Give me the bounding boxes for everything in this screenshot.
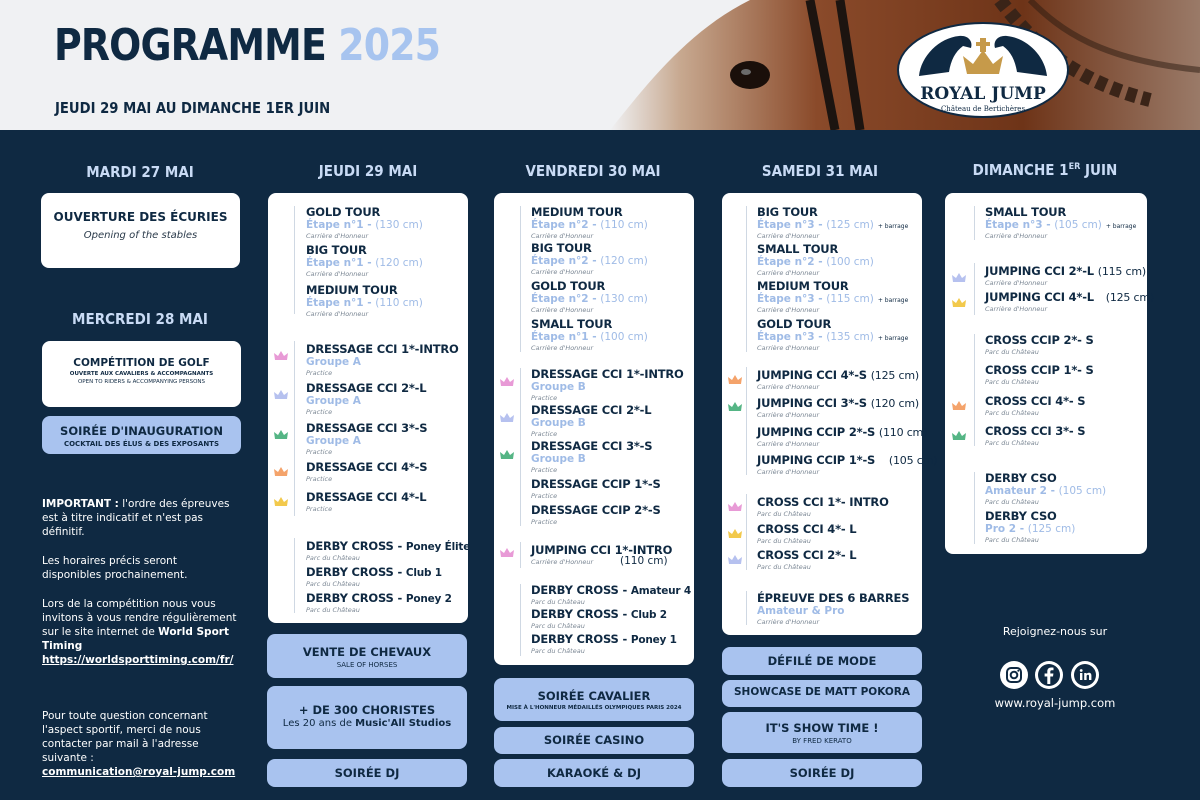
- fri-dressage-ccip2: DRESSAGE CCIP 2*-S Practice: [531, 503, 661, 526]
- logo-subtitle: Château de Bertichères: [940, 105, 1026, 113]
- thu-derby-cross-1: DERBY CROSS - Poney Élite Parc du Château: [306, 539, 471, 562]
- golf-sub1: OUVERTE AUX CAVALIERS & ACCOMPAGNANTS: [69, 371, 214, 377]
- stables-opening-card: [41, 193, 240, 268]
- sat-big-tour: BIG TOUR Étape n°3 - (125 cm) + barrage Carrière d'Honneur: [757, 205, 909, 240]
- divider: [974, 334, 975, 446]
- facebook-icon[interactable]: [1035, 661, 1063, 689]
- choir-card: + DE 300 CHORISTES Les 20 ans de Music'All Studios: [267, 686, 467, 749]
- fri-medium-tour: MEDIUM TOUR Étape n°2 - (110 cm) Carrière d'Honneur: [531, 205, 648, 240]
- thu-big-tour: BIG TOUR Étape n°1 - (120 cm) Carrière d'Honneur: [306, 243, 423, 278]
- thu-derby-cross-3: DERBY CROSS - Poney 2 Parc du Château: [306, 591, 452, 614]
- sat-dj-card: SOIRÉE DJ: [722, 759, 922, 787]
- horse-sale-card: VENTE DE CHEVAUX SALE OF HORSES: [267, 634, 467, 678]
- linkedin-icon[interactable]: [1071, 661, 1099, 689]
- divider: [746, 591, 747, 625]
- fri-jumping-cci1: JUMPING CCI 1*-INTRO Carrière d'Honneur: [531, 543, 673, 566]
- stables-title: OUVERTURE DES ÉCURIES: [53, 210, 228, 224]
- crown-orange-icon: [952, 401, 966, 411]
- crown-lavender-icon: [952, 273, 966, 283]
- golf-card: [42, 341, 241, 407]
- royal-jump-logo: [897, 22, 1069, 118]
- sun-cross-ccip1: CROSS CCIP 1*- S Parc du Château: [985, 363, 1094, 386]
- header: [0, 0, 1200, 130]
- sat-six-bars: ÉPREUVE DES 6 BARRES Amateur & Pro Carrière d'Honneur: [757, 591, 910, 626]
- crown-orange-icon: [728, 375, 742, 385]
- sun-derby-cso-2: DERBY CSO Pro 2 - (125 cm) Parc du Château: [985, 509, 1076, 544]
- fri-dressage-ccip1: DRESSAGE CCIP 1*-S Practice: [531, 477, 661, 500]
- divider: [974, 263, 975, 315]
- sat-small-tour: SMALL TOUR Étape n°2 - (100 cm) Carrière d'Honneur: [757, 242, 874, 277]
- sat-jumping-ccip1: JUMPING CCIP 1*-S (105 cm) Carrière d'Honneur: [757, 453, 938, 476]
- day-header-saturday: SAMEDI 31 MAI: [761, 162, 879, 180]
- crown-lavender-icon: [728, 555, 742, 565]
- fri-derby-cross-1: DERBY CROSS - Amateur 4 Parc du Château: [531, 583, 691, 606]
- divider: [974, 206, 975, 240]
- karaoke-card: KARAOKÉ & DJ: [494, 759, 694, 787]
- crown-green-icon: [274, 430, 288, 440]
- sun-small-tour: SMALL TOUR Étape n°3 - (105 cm) + barrage Carrière d'Honneur: [985, 205, 1137, 240]
- logo-name: ROYAL JUMP: [920, 84, 1046, 104]
- divider: [294, 341, 295, 516]
- instagram-icon[interactable]: [1000, 661, 1028, 689]
- fri-jumping-cci1-level: (110 cm): [620, 555, 668, 567]
- showcase-card: SHOWCASE DE MATT POKORA: [722, 680, 922, 707]
- day-header-sunday: DIMANCHE 1ER JUIN: [972, 161, 1118, 179]
- divider: [294, 206, 295, 314]
- inauguration-title: SOIRÉE D'INAUGURATION: [60, 424, 223, 438]
- divider: [520, 584, 521, 656]
- crown-pink-icon: [500, 377, 514, 387]
- sun-cross-cci3: CROSS CCI 3*- S Parc du Château: [985, 424, 1086, 447]
- fri-small-tour: SMALL TOUR Étape n°1 - (100 cm) Carrière d'Honneur: [531, 317, 648, 352]
- join-us-text: Rejoignez-nous sur: [1002, 625, 1108, 638]
- stables-subtitle: Opening of the stables: [83, 230, 198, 241]
- sat-gold-tour: GOLD TOUR Étape n°3 - (135 cm) + barrage Carrière d'Honneur: [757, 317, 909, 352]
- wst-link[interactable]: https://worldsporttiming.com/fr/: [42, 654, 234, 666]
- follow-note: Lors de la compétition nous vous invitons à vous rendre régulièrement sur le site internet de World Sport Timing https://worldsporttiming.com/fr/: [42, 598, 237, 666]
- showtime-card: IT'S SHOW TIME ! BY FRED KERATO: [722, 712, 922, 753]
- sat-cross-cci1: CROSS CCI 1*- INTRO Parc du Château: [757, 495, 889, 518]
- thu-medium-tour: MEDIUM TOUR Étape n°1 - (110 cm) Carrière d'Honneur: [306, 283, 423, 318]
- fri-derby-cross-3: DERBY CROSS - Poney 1 Parc du Château: [531, 632, 677, 655]
- date-range: JEUDI 29 MAI AU DIMANCHE 1ER JUIN: [55, 99, 331, 117]
- sat-jumping-cci3: JUMPING CCI 3*-S (120 cm) Carrière d'Honneur: [757, 396, 919, 419]
- crown-lavender-icon: [274, 390, 288, 400]
- crown-yellow-icon: [728, 529, 742, 539]
- day-header-thursday: JEUDI 29 MAI: [318, 162, 418, 180]
- website-link[interactable]: www.royal-jump.com: [994, 696, 1116, 710]
- schedule-note: Les horaires précis seront disponibles prochainement.: [42, 555, 188, 581]
- crown-green-icon: [952, 431, 966, 441]
- crown-yellow-icon: [952, 298, 966, 308]
- crown-yellow-icon: [274, 497, 288, 507]
- cavalier-evening-card: SOIRÉE CAVALIER MISE À L'HONNEUR MÉDAILLÉS OLYMPIQUES PARIS 2024: [494, 678, 694, 721]
- thu-dressage-cci4l: DRESSAGE CCI 4*-L Practice: [306, 490, 427, 513]
- crown-green-icon: [500, 450, 514, 460]
- fri-gold-tour: GOLD TOUR Étape n°2 - (130 cm) Carrière d'Honneur: [531, 279, 648, 314]
- thu-dressage-cci3: DRESSAGE CCI 3*-S Groupe A Practice: [306, 421, 428, 456]
- sun-cross-cci4: CROSS CCI 4*- S Parc du Château: [985, 394, 1086, 417]
- thu-dressage-cci2: DRESSAGE CCI 2*-L Groupe A Practice: [306, 381, 427, 416]
- day-header-tuesday: MARDI 27 MAI: [86, 163, 194, 181]
- divider: [974, 472, 975, 544]
- casino-card: SOIRÉE CASINO: [494, 727, 694, 754]
- inauguration-subtitle: COCKTAIL DES ÉLUS & DES EXPOSANTS: [63, 440, 220, 448]
- page-title: PROGRAMME 2025: [54, 20, 441, 71]
- fri-dressage-cci1: DRESSAGE CCI 1*-INTRO Groupe B Practice: [531, 367, 684, 402]
- crown-pink-icon: [500, 548, 514, 558]
- divider: [520, 542, 521, 568]
- divider: [520, 206, 521, 352]
- sat-medium-tour: MEDIUM TOUR Étape n°3 - (115 cm) + barrage Carrière d'Honneur: [757, 279, 909, 314]
- crown-orange-icon: [274, 467, 288, 477]
- divider: [294, 538, 295, 613]
- golf-title: COMPÉTITION DE GOLF: [73, 357, 210, 369]
- crown-green-icon: [728, 402, 742, 412]
- thu-gold-tour: GOLD TOUR Étape n°1 - (130 cm) Carrière d'Honneur: [306, 205, 423, 240]
- sat-cross-cci2: CROSS CCI 2*- L Parc du Château: [757, 548, 857, 571]
- thu-dressage-cci1: DRESSAGE CCI 1*-INTRO Groupe A Practice: [306, 342, 459, 377]
- fri-derby-cross-2: DERBY CROSS - Club 2 Parc du Château: [531, 607, 667, 630]
- sun-jumping-cci4: JUMPING CCI 4*-L (125 cm) Carrière d'Honneur: [985, 290, 1154, 313]
- thu-dressage-cci4s: DRESSAGE CCI 4*-S Practice: [306, 460, 428, 483]
- fri-big-tour: BIG TOUR Étape n°2 - (120 cm) Carrière d'Honneur: [531, 241, 648, 276]
- contact-email-link[interactable]: communication@royal-jump.com: [42, 766, 236, 778]
- sun-cross-ccip2: CROSS CCIP 2*- S Parc du Château: [985, 333, 1094, 356]
- sat-cross-cci4: CROSS CCI 4*- L Parc du Château: [757, 522, 857, 545]
- logo-horses-icon: [899, 26, 1067, 86]
- fashion-show-card: DÉFILÉ DE MODE: [722, 647, 922, 675]
- important-note: IMPORTANT : l'ordre des épreuves est à titre indicatif et n'est pas définitif.: [42, 498, 230, 538]
- divider: [746, 494, 747, 570]
- fri-dressage-cci3: DRESSAGE CCI 3*-S Groupe B Practice: [531, 439, 653, 474]
- thu-derby-cross-2: DERBY CROSS - Club 1 Parc du Château: [306, 565, 442, 588]
- contact-note: Pour toute question concernant l'aspect sportif, merci de nous contacter par mail à l'adresse suivante : communication@royal-jump.com: [42, 710, 236, 778]
- divider: [520, 368, 521, 526]
- divider: [746, 206, 747, 352]
- fri-dressage-cci2: DRESSAGE CCI 2*-L Groupe B Practice: [531, 403, 652, 438]
- sat-jumping-cci4: JUMPING CCI 4*-S (125 cm) Carrière d'Honneur: [757, 368, 919, 391]
- sun-jumping-cci2: JUMPING CCI 2*-L (115 cm) Carrière d'Honneur: [985, 264, 1146, 287]
- crown-lavender-icon: [500, 413, 514, 423]
- thu-dj-card: SOIRÉE DJ: [267, 759, 467, 787]
- sat-jumping-ccip2: JUMPING CCIP 2*-S (110 cm) Carrière d'Honneur: [757, 425, 928, 448]
- day-header-wednesday: MERCREDI 28 MAI: [72, 310, 208, 328]
- crown-pink-icon: [728, 502, 742, 512]
- golf-sub2: OPEN TO RIDERS & ACCOMPANYING PERSONS: [77, 379, 206, 385]
- crown-pink-icon: [274, 351, 288, 361]
- day-header-friday: VENDREDI 30 MAI: [525, 162, 661, 180]
- inauguration-card: [42, 416, 241, 454]
- sun-derby-cso-1: DERBY CSO Amateur 2 - (105 cm) Parc du Château: [985, 471, 1107, 506]
- divider: [746, 367, 747, 475]
